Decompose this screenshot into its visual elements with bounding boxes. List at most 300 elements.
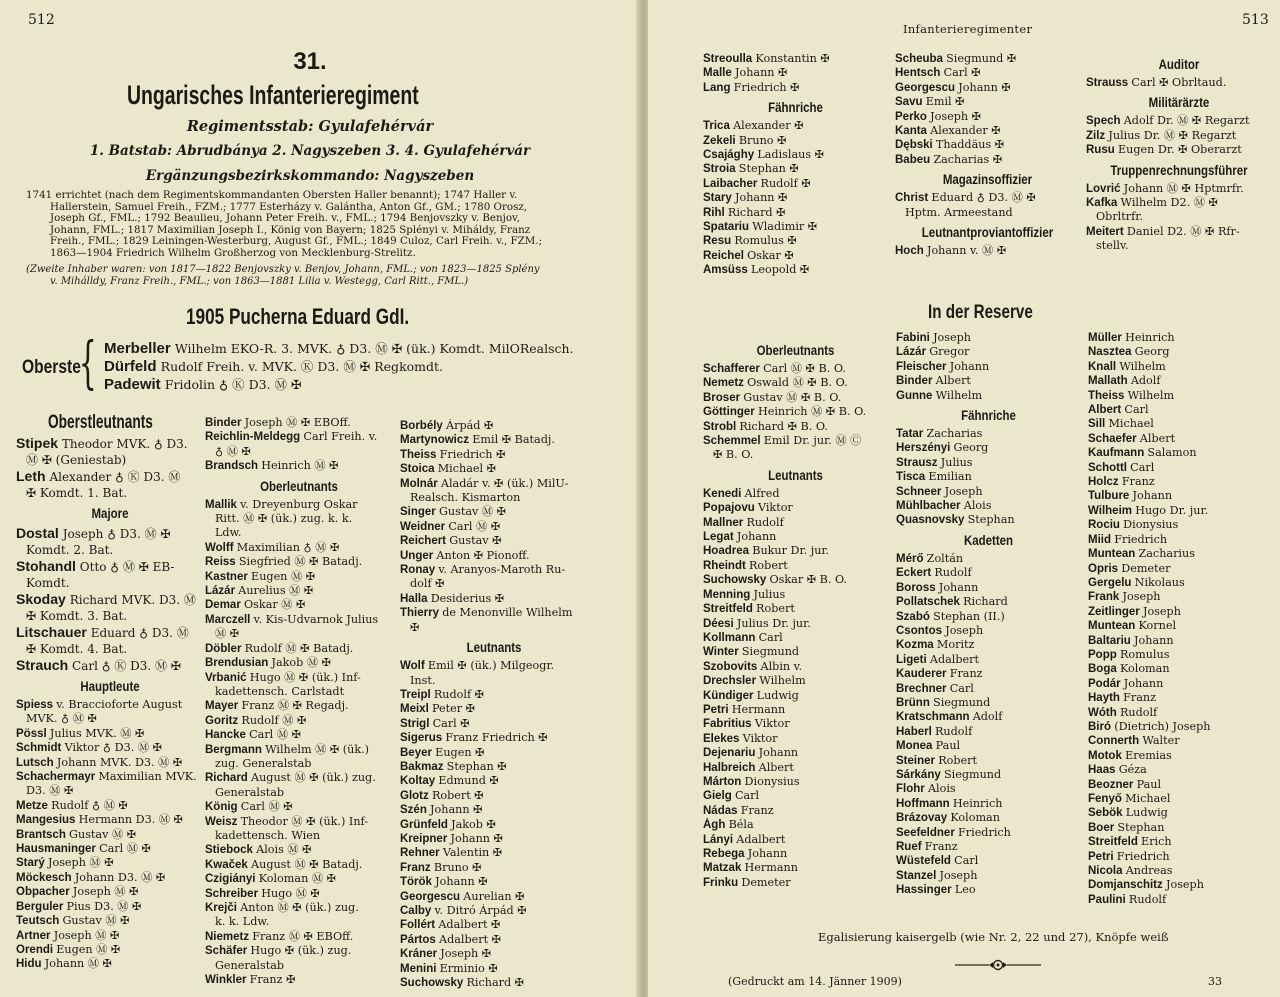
entry-details: Joseph Ⓜ ✠ EBOff. xyxy=(244,416,351,429)
roster-entry xyxy=(703,148,888,162)
regiment-history xyxy=(26,190,542,260)
entry-details: Franz xyxy=(740,803,774,817)
surname: Ágh xyxy=(703,819,729,832)
surname: Gielg xyxy=(703,790,735,803)
entry-details: Carl xyxy=(949,681,974,695)
roster-entry xyxy=(703,876,888,890)
surname: Schaefer xyxy=(1088,432,1140,445)
entry-details: v. Braccioforte August xyxy=(56,698,183,711)
surname: Zekeli xyxy=(703,134,739,147)
entry-details: Thaddäus ✠ xyxy=(935,138,1005,152)
roster-entry xyxy=(895,52,1080,66)
entry-details: Theodor Ⓜ ✠ (ük.) Inf- xyxy=(240,814,369,828)
roster-entry xyxy=(896,610,1081,624)
page-number: 512 xyxy=(28,12,55,28)
roster-entry xyxy=(703,544,888,558)
surname: Petri xyxy=(703,703,732,716)
entry-details: Bruno ✠ xyxy=(433,860,482,874)
surname: Fabritius xyxy=(703,718,755,731)
roster-entry xyxy=(703,588,888,602)
surname: Stoica xyxy=(400,463,438,476)
surname: Padewit xyxy=(104,376,165,393)
entry-details: Franz Friedrich ✠ xyxy=(445,731,548,745)
surname: Nicola xyxy=(1088,865,1126,878)
entry-details: Eugen ✠ xyxy=(435,745,485,759)
roster-entry xyxy=(16,608,204,624)
entry-details: Hugo ✠ (ük.) zug. xyxy=(250,944,352,958)
roster-entry xyxy=(16,727,204,741)
roster-entry xyxy=(16,929,204,943)
surname: Binder xyxy=(896,375,936,388)
roster-entry xyxy=(896,389,1081,403)
roster-entry xyxy=(896,374,1081,388)
surname: Müller xyxy=(1088,332,1126,344)
roster-entry xyxy=(1088,562,1274,576)
surname: Strobl xyxy=(703,420,740,433)
history-line: Freih., FML.; 1829 Leiningen-Westerburg, August Gf., FML.; 1849 Culoz, Carl Freih. v., FZM.; xyxy=(50,235,543,248)
surname: Elekes xyxy=(703,732,743,745)
entry-details: Dionysius xyxy=(744,774,800,788)
entry-details: Koloman xyxy=(950,811,1000,825)
surname: Meixl xyxy=(400,703,432,716)
entry-details: Joseph ♁ D3. Ⓜ ✠ xyxy=(62,527,171,541)
roster-entry xyxy=(703,818,888,832)
entry-details: Friedrich xyxy=(1114,532,1168,546)
entry-details: Alexander ♁ Ⓚ D3. Ⓜ xyxy=(49,470,181,484)
entry-details: Siegmund xyxy=(933,695,991,709)
surname: Hoch xyxy=(895,245,927,258)
roster-entry xyxy=(1086,76,1272,90)
entry-details: Franz ✠ xyxy=(249,973,296,987)
surname: Beyer xyxy=(400,746,436,759)
roster-entry xyxy=(896,739,1081,753)
surname: Schafferer xyxy=(703,363,764,375)
roster-entry xyxy=(205,786,393,800)
roster-entry xyxy=(896,854,1081,868)
entry-details: Ludwig xyxy=(756,688,799,702)
roster-entry xyxy=(205,699,393,713)
roster-entry xyxy=(205,973,393,987)
roster-entry xyxy=(703,405,888,419)
roster-entry xyxy=(400,477,588,491)
roster-entry xyxy=(1088,821,1274,835)
roster-entry xyxy=(896,653,1081,667)
entry-details: Georg xyxy=(1134,345,1170,359)
roster-entry xyxy=(703,52,888,66)
surname: Schäfer xyxy=(205,945,251,958)
entry-details: Albert xyxy=(758,760,794,774)
entry-details: Stephan ✠ xyxy=(446,759,507,773)
roster-entry xyxy=(205,829,393,843)
roster-entry xyxy=(16,914,204,928)
entry-details: Eugen Ⓜ ✠ xyxy=(251,569,316,583)
roster-entry xyxy=(1088,749,1274,763)
surname: Reiss xyxy=(205,556,239,569)
roster-entry xyxy=(205,512,393,526)
roster-entry xyxy=(896,624,1081,638)
entry-details: Carl xyxy=(734,789,760,803)
roster-entry xyxy=(896,427,1081,441)
entry-details: Otto ♁ Ⓜ ✠ EB- xyxy=(79,560,175,574)
surname: Miid xyxy=(1088,533,1115,546)
entry-details: Paul xyxy=(935,739,961,753)
entry-details: Rudolf xyxy=(935,724,973,738)
roster-entry xyxy=(895,244,1080,258)
roster-entry xyxy=(896,638,1081,652)
roster-entry xyxy=(1088,619,1274,633)
column-left xyxy=(16,435,204,972)
roster-entry xyxy=(205,815,393,829)
entry-details: Komdt. 2. Bat. xyxy=(26,543,114,557)
entry-details: Theodor MVK. ♁ D3. xyxy=(61,437,188,451)
entry-details: Michael xyxy=(1108,417,1154,431)
surname: Binder xyxy=(205,417,245,429)
surname: Motok xyxy=(1088,749,1126,762)
section-heading: Leutnantproviantoffizier xyxy=(921,224,1054,241)
surname: Hausmaninger xyxy=(16,843,100,856)
roster-entry xyxy=(1088,504,1274,518)
roster-entry xyxy=(400,491,588,505)
surname: Calby xyxy=(400,905,435,917)
entry-details: Carl ✠ Obrltaud. xyxy=(1131,76,1227,89)
roster-entry xyxy=(703,717,888,731)
roster-entry xyxy=(1088,533,1274,547)
surname: Merbeller xyxy=(104,340,175,357)
roster-entry xyxy=(896,840,1081,854)
section-heading: Militärärzte xyxy=(1148,94,1210,111)
roster-entry xyxy=(1088,590,1274,604)
surname: Amsüss xyxy=(703,264,751,277)
surname: Schachermayr xyxy=(16,771,99,784)
surname: Berguler xyxy=(16,900,67,913)
surname: Brechner xyxy=(896,682,950,695)
roster-entry xyxy=(400,717,588,731)
entry-details: Franz Ⓜ ✠ EBOff. xyxy=(252,929,354,943)
entry-details: Zacharias ✠ xyxy=(933,152,1003,166)
entry-details: Johann ✠ xyxy=(734,66,788,80)
entry-details: zug. Generalstab xyxy=(215,756,312,770)
entry-details: Franz xyxy=(949,667,983,681)
surname: Follért xyxy=(400,919,439,932)
section-heading: Oberleutnants xyxy=(756,342,835,358)
roster-entry xyxy=(400,904,588,918)
brace-glyph: { xyxy=(78,331,97,396)
roster-entry xyxy=(400,846,588,860)
entry-details: Viktor xyxy=(742,731,778,745)
roster-entry xyxy=(400,774,588,788)
entry-details: Johann xyxy=(758,746,799,760)
roster-entry xyxy=(205,887,393,901)
entry-details: Realsch. Kismarton xyxy=(410,491,521,505)
surname: Kwaček xyxy=(205,858,252,871)
entry-details: Oskar ✠ xyxy=(747,248,794,262)
roster-entry xyxy=(400,875,588,889)
column-middle xyxy=(205,416,393,987)
surname: Tisca xyxy=(896,471,929,484)
roster-entry xyxy=(400,688,588,702)
surname: Litschauer xyxy=(16,624,91,640)
entry-details: Hermann xyxy=(731,702,786,716)
roster-entry xyxy=(896,725,1081,739)
roster-entry xyxy=(400,577,588,591)
section-heading: Oberstleutnants xyxy=(48,412,153,433)
roster-entry xyxy=(703,119,888,133)
note-line: (Zweite Inhaber waren: von 1817—1822 Benjovszky v. Benjov, Johann, FML.; von 1823—1825 Splény xyxy=(26,264,540,275)
roster-entry xyxy=(205,642,393,656)
entry-details: Wilhelm xyxy=(1127,388,1175,402)
roster-entry xyxy=(1088,763,1274,777)
surname: Reichel xyxy=(703,249,748,262)
entry-details: Gustav Ⓜ ✠ xyxy=(438,505,507,519)
entry-details: Adalbert xyxy=(929,652,979,666)
roster-entry xyxy=(703,81,888,95)
roster-entry xyxy=(896,470,1081,484)
entry-details: Julius xyxy=(940,455,973,469)
roster-entry xyxy=(400,419,588,433)
surname: Boross xyxy=(896,581,939,594)
surname: Meitert xyxy=(1086,225,1127,238)
entry-details: Gustav Ⓜ ✠ xyxy=(69,827,137,841)
roster-entry xyxy=(1088,547,1274,561)
entry-details: Zacharias xyxy=(926,427,983,441)
roster-entry xyxy=(1086,210,1272,224)
surname: Monea xyxy=(896,740,936,753)
entry-details: Anton ✠ Pionoff. xyxy=(436,548,530,562)
surname: Schemmel xyxy=(703,435,764,448)
roster-entry xyxy=(16,957,204,971)
surname: Mallath xyxy=(1088,375,1131,388)
entry-details: Alois Ⓜ ✠ xyxy=(256,843,312,857)
roster-entry xyxy=(400,433,588,447)
roster-entry xyxy=(896,485,1081,499)
entry-details: Generalstab xyxy=(215,958,285,972)
entry-details: Walter xyxy=(1142,734,1180,748)
roster-entry xyxy=(205,743,393,757)
roster-entry xyxy=(400,606,588,620)
roster-entry xyxy=(1088,706,1274,720)
roster-entry xyxy=(1088,792,1274,806)
roster-entry xyxy=(1088,677,1274,691)
entry-details: dolf ✠ xyxy=(410,577,445,591)
roster-entry xyxy=(16,856,204,870)
roster-entry xyxy=(1086,239,1272,253)
roster-entry xyxy=(703,249,888,263)
entry-details: Emil ✠ (ük.) Milgeogr. xyxy=(427,659,555,673)
entry-details: Adolf xyxy=(972,710,1003,724)
surname: Stary xyxy=(703,192,735,205)
surname: Skoday xyxy=(16,591,70,607)
entry-details: Viktor ♁ D3. Ⓜ ✠ xyxy=(64,741,162,755)
surname: Szobovits xyxy=(703,660,761,673)
entry-details: Ladislaus ✠ xyxy=(757,148,825,162)
surname: Brázovay xyxy=(896,812,951,825)
surname: Seefeldner xyxy=(896,826,958,839)
entry-details: Franz Ⓜ ✠ Regadj. xyxy=(241,699,349,713)
roster-entry xyxy=(896,710,1081,724)
roster-entry xyxy=(703,833,888,847)
roster-entry xyxy=(205,627,393,641)
entry-details: Carl ✠ xyxy=(432,716,470,730)
surname: Steiner xyxy=(896,754,939,767)
surname: Brendusian xyxy=(205,657,272,670)
roster-entry xyxy=(703,191,888,205)
surname: Tatar xyxy=(896,428,927,441)
entry-details: ✠ Komdt. 1. Bat. xyxy=(26,486,128,500)
roster-entry xyxy=(400,674,588,688)
ornament-rule xyxy=(953,958,1043,972)
second-owners-note xyxy=(26,264,540,287)
surname: Menning xyxy=(703,588,754,601)
roster-entry xyxy=(400,861,588,875)
surname: König xyxy=(205,801,241,814)
entry-details: Alois xyxy=(963,499,992,513)
roster-entry xyxy=(896,754,1081,768)
roster-entry xyxy=(205,915,393,929)
roster-entry xyxy=(16,485,204,501)
surname: Scheuba xyxy=(895,53,947,65)
surname: Hentsch xyxy=(895,67,944,80)
entry-details: Aurelius Ⓜ ✠ xyxy=(238,584,314,598)
roster-entry xyxy=(205,944,393,958)
entry-details: Johann xyxy=(736,530,777,544)
surname: Goritz xyxy=(205,714,242,727)
roster-entry xyxy=(703,559,888,573)
surname: Beozner xyxy=(1088,778,1137,791)
entry-details: ✠ xyxy=(410,620,420,634)
surname: Ligeti xyxy=(896,653,930,666)
entry-details: ✠ B. O. xyxy=(713,448,754,462)
entry-details: Heinrich Ⓜ ✠ B. O. xyxy=(757,405,867,419)
section-heading: Leutnants xyxy=(768,466,823,483)
roster-entry xyxy=(896,682,1081,696)
surname: Hayth xyxy=(1088,692,1124,705)
roster-entry xyxy=(400,462,588,476)
entry-details: Rudolf xyxy=(746,515,784,529)
surname: Richard xyxy=(205,772,252,785)
entry-details: ✠ Komdt. 4. Bat. xyxy=(26,642,128,656)
entry-details: Carl Ⓜ ✠ xyxy=(249,728,301,742)
surname: Wolf xyxy=(400,660,428,673)
roster-entry xyxy=(205,555,393,569)
entry-details: Emil ✠ Batadj. xyxy=(472,433,555,447)
entry-details: Emilian xyxy=(928,470,972,484)
roster-entry xyxy=(16,468,204,485)
entry-details: Aurelian ✠ xyxy=(463,889,525,903)
roster-entry xyxy=(703,434,888,448)
entry-details: Richard xyxy=(963,595,1008,609)
roster-entry xyxy=(205,584,393,598)
roster-entry xyxy=(703,775,888,789)
surname: Legat xyxy=(703,531,737,544)
roster-entry xyxy=(895,66,1080,80)
surname: Rihl xyxy=(703,206,728,219)
entry-details: August Ⓜ ✠ (ük.) zug. xyxy=(251,771,376,785)
entry-details: Julius Dr. Ⓜ ✠ Regarzt xyxy=(1108,128,1237,142)
entry-details: Daniel D2. Ⓜ ✠ Rfr- xyxy=(1126,224,1240,238)
entry-details: Adalbert ✠ xyxy=(438,918,501,932)
roster-entry xyxy=(205,714,393,728)
surname: Brünn xyxy=(896,696,934,709)
surname: Schneer xyxy=(896,485,945,498)
surname: Lányi xyxy=(703,833,737,846)
entry-details: Adolf Dr. Ⓜ ✠ Regarzt xyxy=(1123,114,1250,128)
entry-details: Ⓜ ✠ xyxy=(215,627,240,641)
surname: Borbély xyxy=(400,420,447,432)
surname: Metze xyxy=(16,799,52,812)
surname: Hassinger xyxy=(896,884,955,897)
entry-details: Albert xyxy=(1139,431,1176,445)
roster-entry xyxy=(1088,360,1274,374)
surname: Stipek xyxy=(16,435,62,451)
entry-details: Carl ♁ Ⓚ D3. Ⓜ ✠ xyxy=(72,659,181,673)
surname: Lovrić xyxy=(1086,182,1124,195)
surname: Weisz xyxy=(205,815,241,828)
surname: Rusu xyxy=(1086,144,1118,157)
section-heading: Kadetten xyxy=(963,531,1014,548)
entry-details: Julius MVK. Ⓜ ✠ xyxy=(49,726,145,740)
entry-details: Komdt. xyxy=(26,576,70,590)
surname: Winter xyxy=(703,646,742,659)
surname: Gunne xyxy=(896,389,936,402)
section-heading: Fähnriche xyxy=(768,99,823,116)
roster-entry xyxy=(16,575,204,591)
entry-details: Georg xyxy=(953,441,989,455)
surname: Teutsch xyxy=(16,915,63,928)
roster-entry xyxy=(400,933,588,947)
entry-details: Erminio ✠ xyxy=(439,961,498,975)
surname: Menini xyxy=(400,962,440,975)
surname: Reichert xyxy=(400,535,450,548)
roster-entry xyxy=(895,124,1080,138)
entry-details: Johann xyxy=(1132,489,1173,503)
entry-details: Carl xyxy=(758,630,783,644)
entry-details: k. k. Ldw. xyxy=(215,915,270,929)
surname: Dürfeld xyxy=(104,358,161,375)
entry-details: Friedrich ✠ xyxy=(733,80,800,94)
roster-entry xyxy=(896,499,1081,513)
roster-entry xyxy=(1088,634,1274,648)
surname: Lázár xyxy=(205,585,239,598)
roster-entry xyxy=(895,95,1080,109)
surname: Niemetz xyxy=(205,930,253,943)
surname: Kafka xyxy=(1086,197,1121,210)
roster-entry xyxy=(703,746,888,760)
surname: Reichlin-Meldegg xyxy=(205,431,304,444)
roster-entry xyxy=(1088,331,1274,345)
entry-details: Alfred xyxy=(744,486,780,500)
roster-entry xyxy=(16,813,204,827)
running-head: Infanterieregimenter xyxy=(903,22,1033,36)
entry-details: Johann xyxy=(747,847,788,860)
entry-details: Koloman xyxy=(1119,662,1170,676)
history-line: Hallerstein, Samuel Freih., FZM.; 1777 Esterházy v. Galántha, Anton Gf., GM.; 1780 Orosz, xyxy=(50,200,528,213)
roster-entry xyxy=(1088,648,1274,662)
entry-details: Joseph xyxy=(945,623,984,637)
surname: Stiebock xyxy=(205,844,257,857)
roster-entry xyxy=(205,728,393,742)
roster-entry xyxy=(16,885,204,899)
roster-entry xyxy=(703,420,888,434)
surname: Theiss xyxy=(1088,389,1128,402)
roster-entry xyxy=(895,81,1080,95)
surname: Savu xyxy=(895,96,926,109)
entry-details: Robert xyxy=(938,753,977,767)
entry-details: Johann xyxy=(1134,633,1174,647)
entry-details: Robert xyxy=(749,558,788,572)
entry-details: Géza xyxy=(1118,763,1147,777)
surname: Vrbanić xyxy=(205,671,250,684)
regiment-owner: 1905 Pucherna Eduard GdI. xyxy=(186,304,410,329)
